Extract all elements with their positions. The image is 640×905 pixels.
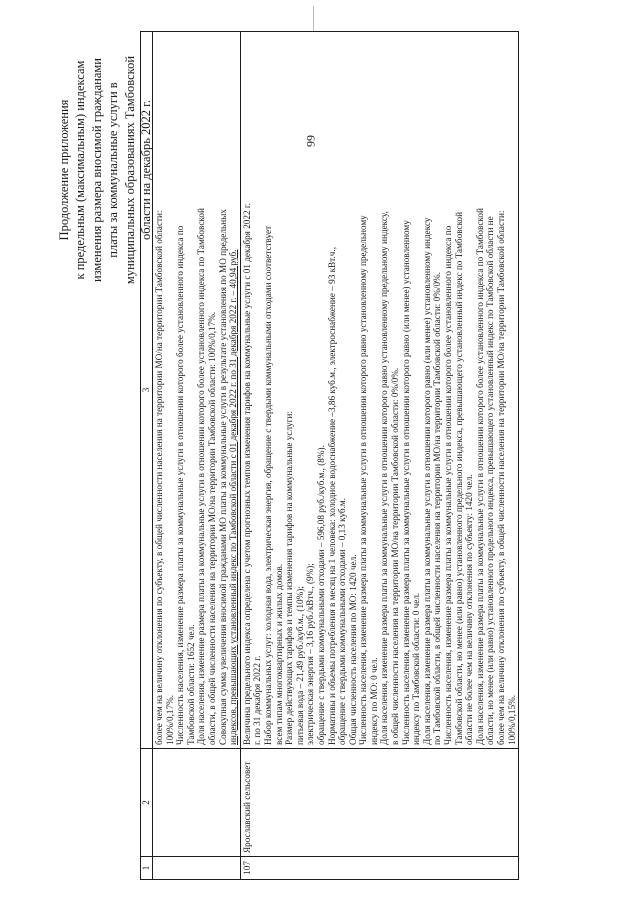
text-line: области не более чем на величину отклонения по субъекту: 1420 чел. [464,474,475,745]
text-line: Численность населения, изменение размера платы за коммунальные услуги в отношении которого равно установленному предельному [358,215,369,745]
text-line: Общая численность населения по МО: 1420 чел. [347,554,358,745]
table-row-continuation [153,32,241,880]
text-line: Набор коммунальных услуг: холодная вода, электрическая энергия, обращение с твердыми коммунальными отходами соответствует [262,225,273,745]
text-line: индексов, превышающих установленный индекс по Тамбовской области с 01 декабря 2022 г. по 31 декабря 2022 г. – 40,94 руб. [228,249,239,745]
header-line: области на декабрь 2022 г. [139,100,153,241]
binding-line [313,6,314,32]
row-number-cell: 107 [240,857,518,880]
text-line: Доля населения, изменение размера платы за коммунальные услуги в отношении которого более установленного индекса по Тамбовской [196,208,207,745]
text-line: Совокупная сумма увеличения вносимой гражданами МО платы за коммунальные услуги в результате установления по МО предельных [217,209,228,745]
text-line: по Тамбовской области, в общей численности населения на территории МО/на территории Тамбовской области: 0%/0%. [432,272,443,745]
text-line: Численность населения, изменение размера платы за коммунальные услуги в отношении которого равно (или менее) установленному [400,220,411,745]
table-grid [140,31,519,880]
header-line: к предельным (максимальным) индексам [73,60,87,280]
text-line: более чем на величину отклонения по субъекту, в общей численности населения на территории МО/на территории Тамбовской области: [496,210,506,745]
col-header-2: 2 [141,749,153,857]
text-line: более чем на величину отклонения по субъекту, в общей численности населения на территории МО/на территории Тамбовской области: [154,210,164,745]
text-line: Размер действующих тарифов и темпы изменения тарифов на коммунальные услуги: [284,411,295,745]
text-line: Тамбовской области: 1652 чел. [185,624,196,745]
text-line: в общей численности населения на территории МО/на территории Тамбовской области: 0%/0%. [390,367,401,745]
col-header-1: 1 [141,857,153,880]
text-line: Численность населения, изменение размера платы за коммунальные услуги в отношении которого более установленного индекса по [443,225,454,745]
text-line: области, в общей численности населения на территории МО/на территории Тамбовской области: 100%/0,17%. [206,311,217,745]
municipality-cell: Ярославский сельсовет [240,749,518,857]
text-line: Величина предельного индекса определена с учетом прогнозных темпов изменения тарифов на коммунальные услуги с 01 декабря 2022 г. [241,203,252,745]
municipality-cell [153,749,241,857]
text-line: Тамбовской области, но менее (или равно) установленного предельного индекса, превышающего установленный индекс по Тамбовской [453,211,464,745]
text-line: г. по 31 декабря 2022 г. [252,655,263,745]
index-table [140,32,572,880]
text-line: электрическая энергия – 3,16 руб./кВтч., (9%); [305,563,316,745]
text-line: Численность населения, изменение размера платы за коммунальные услуги в отношении которого более установленного индекса по [175,225,186,745]
text-line: всем типам многоквартирных и жилых домов. [273,563,284,745]
table-header-row [141,32,153,880]
text-line: области, но менее (или равно) установленного предельного индекса, превышающего установленный индекс по Тамбовской области не [485,216,496,745]
col-header-3: 3 [141,32,153,749]
text-line: обращение с твердыми коммунальными отходами – 0,13 куб.м. [337,498,348,745]
text-line: индексу по Тамбовской области: 0 чел. [411,592,422,745]
text-line: Доля населения, изменение размера платы за коммунальные услуги в отношении которого равно (или менее) установленному индексу [421,217,432,745]
text-line: 100%/0,15%. [506,694,517,745]
header-line: платы за коммунальные услуги в [106,82,120,258]
text-line: питьевая вода – 21,49 руб./куб.м., (10%); [294,586,305,745]
text-line: индексу по МО: 0 чел. [368,657,379,745]
text-line: обращение с твердыми коммунальными отходами – 596,08 руб./куб.м., (8%). [315,445,326,745]
text-line: Доля населения, изменение размера платы за коммунальные услуги в отношении которого равно установленному предельному индексу, [379,211,390,745]
page-number-text: 99 [303,135,318,147]
header-line: муниципальных образованиях Тамбовской [122,55,137,285]
text-line: Нормативы и объемы потребления в месяц на 1 человека: холодное водоснабжение –3,86 куб.м., электроснабжение – 93 кВт.ч., [326,246,337,745]
header-line: Продолжение приложения [56,99,71,241]
description-cell [240,32,518,749]
description-cell [153,32,241,749]
table-row [240,32,518,880]
text-line: Доля населения, изменение размера платы за коммунальные услуги в отношении которого более установленного индекса по Тамбовской [474,208,485,745]
text-line: 100%/0,17%. [164,694,175,745]
row-number-cell [153,857,241,880]
header-line: изменения размера вносимой гражданами [89,58,104,283]
